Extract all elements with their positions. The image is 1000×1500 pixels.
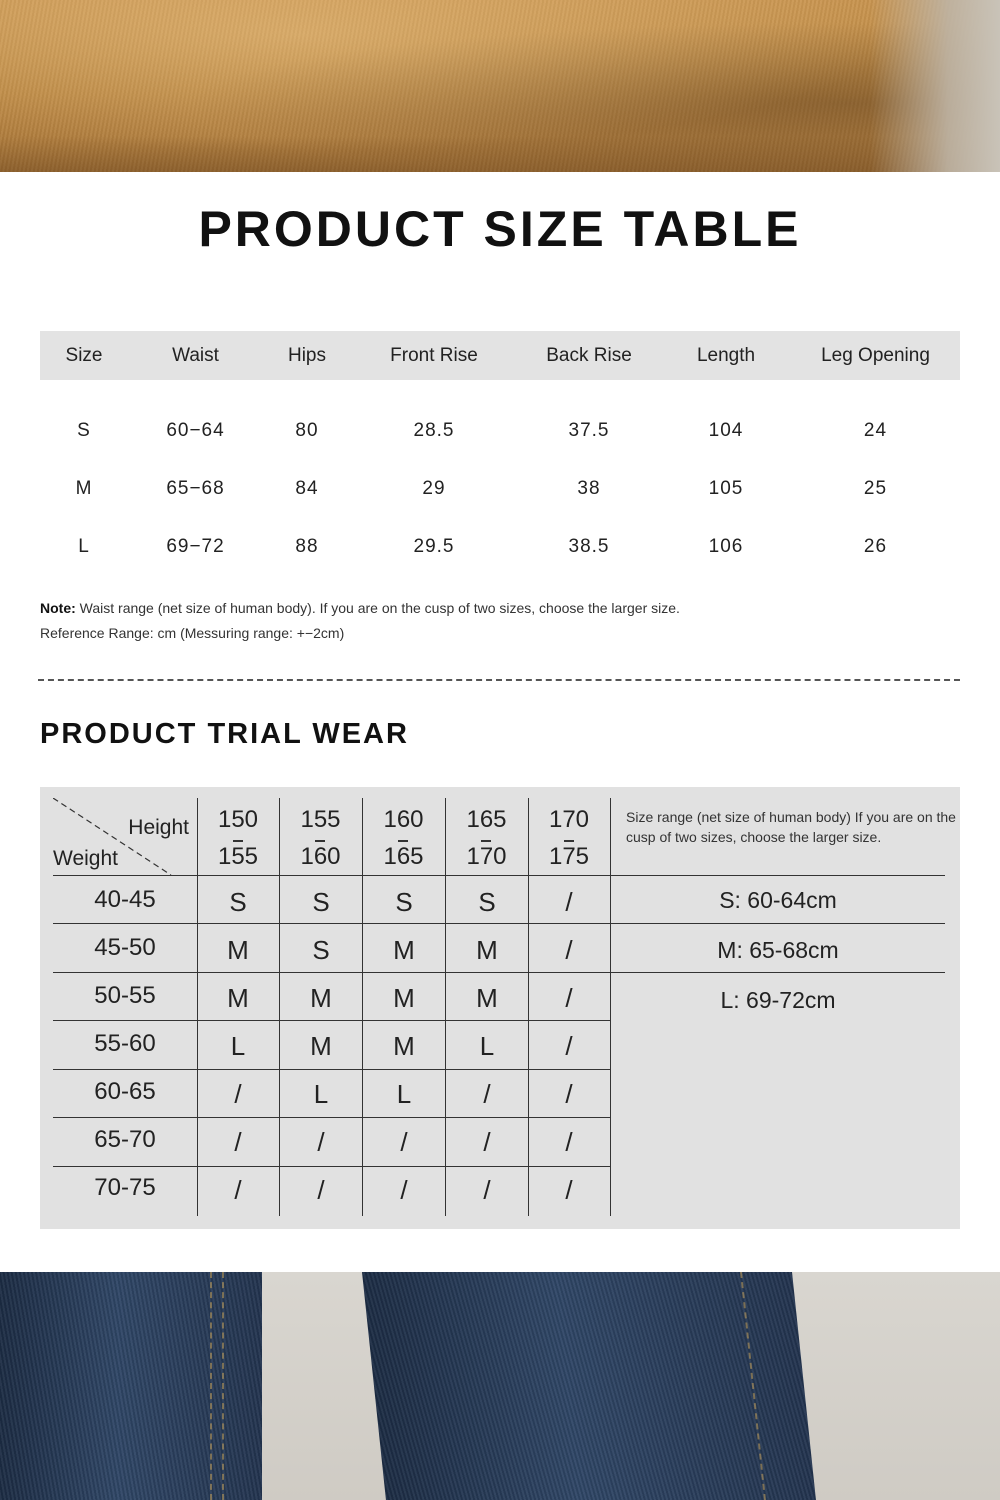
grid-line: [53, 923, 945, 924]
table-cell: 29.5: [413, 536, 455, 557]
grid-line: [53, 1069, 610, 1070]
sweater-fold-shade: [0, 136, 1000, 172]
size-cell: /: [483, 1127, 491, 1157]
size-table: [40, 331, 960, 576]
table-cell: M: [75, 478, 93, 499]
size-cell: /: [565, 1175, 573, 1205]
weight-label: 70-75: [94, 1174, 156, 1201]
height-from: 150: [217, 806, 259, 833]
header-leg-opening: Leg Opening: [821, 344, 930, 366]
weight-label: 55-60: [94, 1030, 156, 1057]
grid-line: [53, 1166, 610, 1167]
table-cell: 106: [708, 536, 744, 557]
weight-label: 45-50: [94, 934, 156, 961]
weight-label: 65-70: [94, 1126, 156, 1153]
note-line-2: Reference Range: cm (Messuring range: +−2cm): [40, 625, 345, 641]
height-to: 175: [549, 838, 589, 875]
note-label: Note:: [40, 600, 76, 616]
header-back-rise: Back Rise: [546, 344, 632, 366]
jeans-left-leg: [0, 1272, 262, 1500]
table-cell: 38: [577, 478, 601, 499]
size-cell: /: [565, 935, 573, 965]
size-cell: /: [565, 983, 573, 1013]
table-cell: 29: [422, 478, 446, 499]
table-cell: 69−72: [166, 536, 225, 557]
size-range-note: Size range (net size of human body) If you are on the cusp of two sizes, choose the larger size.: [626, 809, 956, 845]
size-cell: L: [230, 1031, 246, 1061]
size-cell: M: [476, 935, 498, 965]
size-note: [40, 596, 680, 646]
jeans-photo: [0, 1272, 1000, 1500]
size-cell: /: [565, 1127, 573, 1157]
height-header: [528, 801, 610, 875]
weight-label: 40-45: [94, 886, 156, 913]
height-header: [445, 801, 528, 875]
table-cell: 80: [295, 420, 319, 441]
page-title: PRODUCT SIZE TABLE: [198, 201, 802, 257]
size-cell: /: [317, 1175, 325, 1205]
height-from: 160: [383, 806, 424, 833]
table-row: [40, 460, 960, 518]
weight-label: 60-65: [94, 1078, 156, 1105]
size-cell: M: [476, 983, 498, 1013]
seam-stitch: [210, 1272, 212, 1500]
size-cell: /: [234, 1079, 242, 1109]
header-size: Size: [65, 344, 103, 366]
height-header: [279, 801, 362, 875]
size-cell: /: [565, 887, 573, 917]
size-cell: M: [227, 935, 249, 965]
weight-label: 50-55: [94, 982, 156, 1009]
height-header: [197, 801, 279, 875]
sweater-photo: [0, 0, 1000, 172]
table-cell: 24: [863, 420, 888, 441]
table-cell: 65−68: [166, 478, 225, 499]
table-cell: 38.5: [568, 536, 610, 557]
size-cell: /: [565, 1031, 573, 1061]
height-header: [362, 801, 445, 875]
size-cell: M: [393, 935, 415, 965]
table-cell: 25: [863, 478, 888, 499]
waist-range-m: M: 65-68cm: [717, 937, 839, 963]
height-axis-label: Height: [128, 816, 189, 839]
table-cell: 37.5: [568, 420, 610, 441]
trial-wear-table: [40, 787, 960, 1229]
table-cell: 26: [863, 536, 888, 557]
jeans-right-leg: [362, 1272, 816, 1500]
height-from: 170: [548, 806, 590, 833]
size-table-header: [40, 331, 960, 380]
size-cell: M: [227, 983, 249, 1013]
size-cell: M: [310, 983, 332, 1013]
size-cell: /: [483, 1079, 491, 1109]
table-cell: S: [77, 420, 91, 441]
size-cell: M: [393, 1031, 415, 1061]
note-text: Waist range (net size of human body). If you are on the cusp of two sizes, choose the larger size.: [75, 600, 680, 616]
size-cell: S: [478, 887, 496, 917]
trial-wear-title: PRODUCT TRIAL WEAR: [40, 718, 409, 750]
size-cell: /: [565, 1079, 573, 1109]
header-length: Length: [696, 344, 756, 366]
height-to: 160: [300, 838, 340, 875]
height-to: 155: [218, 838, 258, 875]
grid-line: [53, 972, 945, 973]
table-row: [40, 402, 960, 460]
height-from: 165: [466, 806, 507, 833]
size-cell: /: [317, 1127, 325, 1157]
header-hips: Hips: [287, 344, 326, 366]
corner-cell: [53, 798, 197, 875]
waist-range-l: L: 69-72cm: [720, 987, 836, 1013]
section-divider: [38, 679, 960, 681]
seam-stitch: [740, 1272, 766, 1500]
height-to: 170: [466, 838, 506, 875]
table-cell: 105: [708, 478, 744, 499]
height-from: 155: [300, 806, 341, 833]
seam-stitch: [222, 1272, 224, 1500]
grid-line: [53, 1117, 610, 1118]
note-line-1: [40, 596, 680, 621]
size-cell: S: [395, 887, 413, 917]
size-cell: /: [234, 1127, 242, 1157]
background-wall: [870, 0, 1000, 172]
size-cell: /: [400, 1127, 408, 1157]
height-to: 165: [383, 838, 423, 875]
table-cell: 60−64: [166, 420, 225, 441]
size-cell: /: [234, 1175, 242, 1205]
table-cell: L: [78, 536, 90, 557]
table-cell: 84: [295, 478, 319, 499]
size-table-body: [40, 380, 960, 576]
table-cell: 88: [295, 536, 319, 557]
size-cell: M: [310, 1031, 332, 1061]
size-cell: S: [312, 887, 330, 917]
size-cell: M: [393, 983, 415, 1013]
grid-line: [53, 1020, 610, 1021]
header-front-rise: Front Rise: [390, 344, 478, 366]
table-row: [40, 518, 960, 576]
size-cell: L: [313, 1079, 329, 1109]
size-cell: L: [396, 1079, 412, 1109]
weight-axis-label: Weight: [53, 847, 118, 870]
header-waist: Waist: [172, 344, 219, 366]
grid-line: [53, 875, 945, 876]
size-cell: L: [479, 1031, 495, 1061]
size-cell: S: [229, 887, 247, 917]
table-cell: 28.5: [413, 420, 455, 441]
waist-range-s: S: 60-64cm: [719, 887, 837, 913]
size-cell: S: [312, 935, 330, 965]
size-cell: /: [483, 1175, 491, 1205]
size-cell: /: [400, 1175, 408, 1205]
table-cell: 104: [708, 420, 744, 441]
